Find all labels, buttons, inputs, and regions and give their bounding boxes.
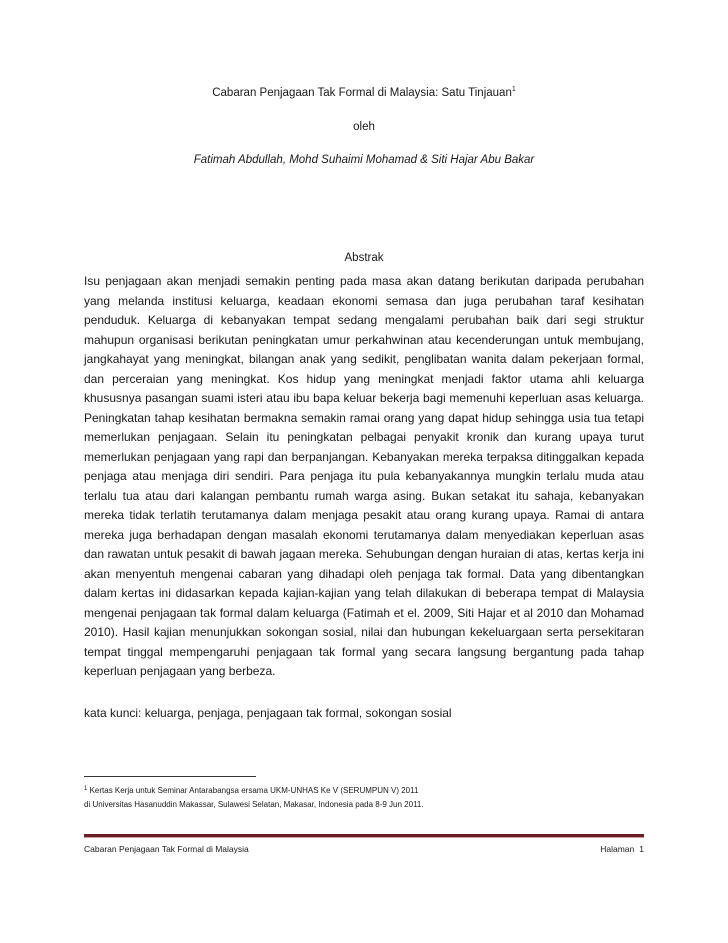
footnote-line-1 [84, 782, 644, 798]
footnote-line-2: di Universitas Hasanuddin Makassar, Sulawesi Selatan, Makasar, Indonesia pada 8-9 Jun 2011. [84, 800, 424, 809]
page-number: 1 [639, 844, 644, 854]
footnote [84, 782, 644, 812]
footnote-divider [84, 776, 256, 777]
footnote-marker: 1 [84, 786, 88, 792]
footer-halaman-label: Halaman [600, 844, 635, 854]
footnote-text-1: Kertas Kerja untuk Seminar Antarabangsa ersama UKM-UNHAS Ke V (SERUMPUN V) 2011 [87, 786, 419, 795]
footer-running-title: Cabaran Penjagaan Tak Formal di Malaysia [84, 844, 249, 854]
paper-title [84, 86, 644, 99]
footer-divider [84, 834, 644, 838]
author-list: Fatimah Abdullah, Mohd Suhaimi Mohamad & Siti Hajar Abu Bakar [193, 154, 535, 166]
abstract-body: Isu penjagaan akan menjadi semakin penting pada masa akan datang berikutan daripada perubahan yang melanda institusi keluarga, keadaan ekonomi semasa dan juga perubahan taraf kesihatan penduduk. Keluarga di kebanyakan tempat sedang mengalami perubahan baik dari segi struktur mahupun organisasi berikutan peningkatan umur perkahwinan atau kecenderungan untuk membujang, jangkahayat yang meningkat, bilangan anak yang sedikit, penglibatan wanita dalam pekerjaan formal, dan perceraian yang meningkat. Kos hidup yang meningkat menjadi faktor utama ahli keluarga khususnya pasangan suami isteri atau ibu bapa keluar bekerja bagi memenuhi keperluan asas keluarga. Peningkatan tahap kesihatan bermakna semakin ramai orang yang dapat hidup sehingga usia tua tetapi memerlukan penjagaan. Selain itu peningkatan pelbagai penyakit kronik dan kurang upaya turut memerlukan penjagaan yang rapi dan berpanjangan. Kebanyakan mereka terpaksa ditinggalkan kepada penjaga atau menjaga diri sendiri. Para penjaga itu pula kebanyakannya mungkin terlalu muda atau terlalu tua atau dari kalangan pembantu rumah warga asing. Bukan setakat itu sahaja, kebanyakan mereka tidak terlatih terutamanya dalam menjaga pesakit atau orang kurang upaya. Ramai di antara mereka juga berhadapan dengan masalah ekonomi terutamanya dalam menyediakan keperluan asas dan rawatan untuk pesakit di bawah jagaan mereka. Sehubungan dengan huraian di atas, kertas kerja ini akan menyentuh mengenai cabaran yang dihadapi oleh penjaga tak formal. Data yang dibentangkan dalam kertas ini didasarkan kepada kajian-kajian yang telah dilakukan di beberapa tempat di Malaysia mengenai penjagaan tak formal dalam keluarga (Fatimah et el. 2009, Siti Hajar et al 2010 dan Mohamad 2010). Hasil kajian menunjukkan sokongan sosial, nilai dan hubungan kekeluargaan serta persekitaran tempat tinggal mempengaruhi penjagaan tak formal yang secara langsung bergantung pada tahap keperluan penjagaan yang berbeza. [84, 274, 644, 678]
title-footnote-marker[interactable]: 1 [511, 86, 516, 93]
abstract-heading: Abstrak [344, 252, 384, 264]
footer-page-label [600, 844, 644, 854]
paper-title-text: Cabaran Penjagaan Tak Formal di Malaysia: Satu Tinjauan [212, 87, 512, 99]
keywords: kata kunci: keluarga, penjaga, penjagaan tak formal, sokongan sosial [84, 706, 452, 720]
byline-oleh: oleh [353, 121, 375, 133]
